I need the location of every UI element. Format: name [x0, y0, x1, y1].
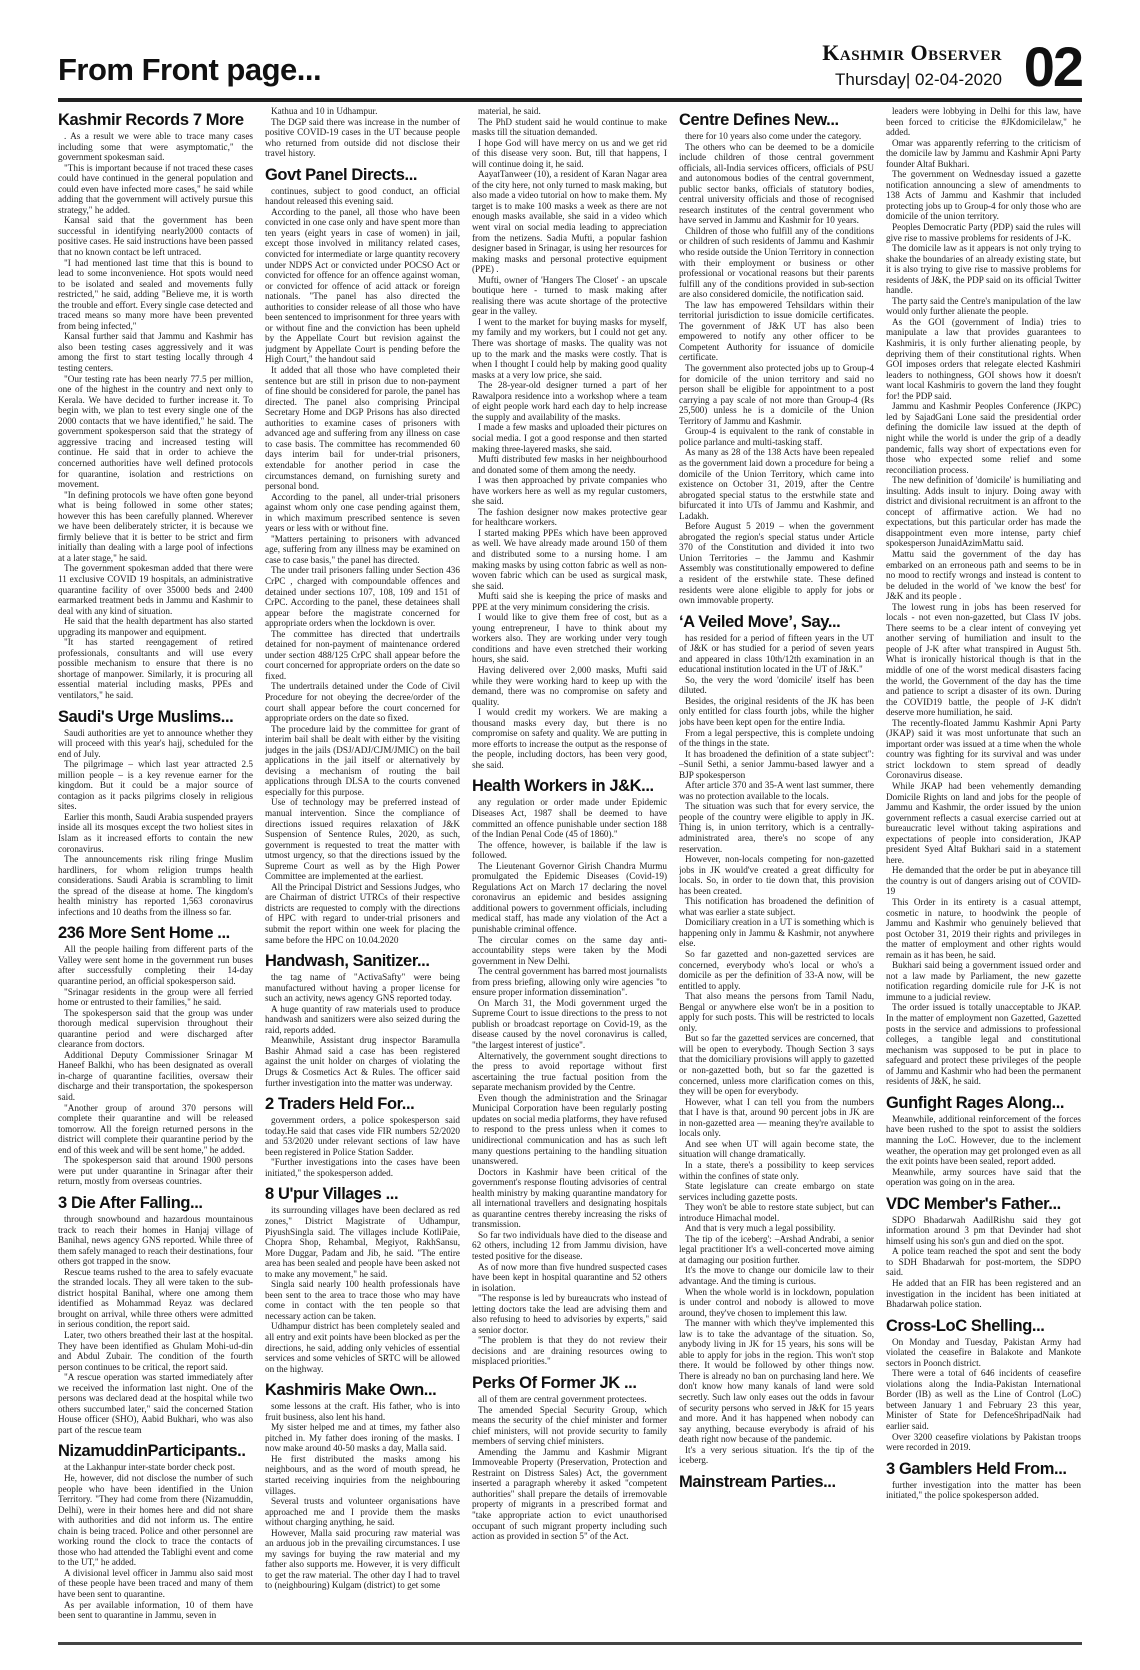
article-paragraph: material, he said. — [478, 106, 541, 116]
article — [679, 110, 874, 606]
article-paragraph: Group-4 is equivalent to the rank of constable in police parlance and multi-tasking staff. — [679, 426, 874, 447]
article-paragraph: Several trusts and volunteer organisations have approached me and I provide them the masks without charging anything, he said. — [265, 1496, 460, 1528]
article-paragraph: The order issued is totally unacceptable to JKAP. In the matter of employment non Gazetted, Gazetted posts in the service and admissions to professional colleges, a tangible legal and constitutional mechanism was supposed to be put in place to safeguard and protect these privileges of the people of Jammu and Kashmir who had been the permanent residents of J&K, he said. — [886, 1002, 1081, 1087]
article-paragraph: Use of technology may be preferred instead of manual intervention. Since the compliance of directions issued requires relaxation of J&K Suspension of Sentence Rules, 2020, as such, government is requested to treat the matter with utmost urgency, so that the directions issued by the Supreme Court as well as by the High Power Committee are implemented at the earliest. — [265, 797, 460, 882]
article-paragraph: AayatTanweer (10), a resident of Karan Nagar area of the city here, not only turned to mask making, but also made a video tutorial on how to make them. My target is to make 100 masks a week as there are not enough masks available, she said in a video which went viral on social media leading to appreciation from the netizens. Sadia Mufti, a popular fashion designer based in Srinagar, is using her resources for making masks and personal protective equipment (PPE) . — [472, 169, 667, 275]
article-paragraph: The DGP said there was increase in the number of positive COVID-19 cases in the UT because people who returned from outside did not disclose their travel history. — [265, 116, 460, 159]
article-paragraph: The pilgrimage – which last year attracted 2.5 million people – is a key revenue earner for the kingdom. But it could be a major source of contagion as it packs pilgrims closely in religious sites. — [58, 759, 253, 812]
column-3 — [472, 106, 667, 1638]
article-paragraph: "Matters pertaining to prisoners with advanced age, suffering from any illness may be examined on case to case basis," the panel has directed. — [265, 533, 460, 565]
article-headline[interactable]: Saudi's Urge Muslims... — [58, 707, 234, 726]
article-paragraph: "Another group of around 370 persons will complete their quarantine and will be released tomorrow. All the foreign returned persons in the district will complete their quarantine period by the end of this week and will be sent home," he added. — [58, 1102, 253, 1155]
article-paragraph: As per available information, 10 of them have been sent to quarantine in Jammu, seven in — [58, 1599, 253, 1621]
article-paragraph: any regulation or order made under Epidemic Diseases Act, 1987 shall be deemed to have committed an offence punishable under section 188 of the Indian Penal Code (45 of 1860)." — [472, 797, 667, 840]
article-paragraph: The Lieutenant Governor Girish Chandra Murmu promulgated the Epidemic Diseases (Covid-19) Regulations Act on March 17 declaring the novel coronavirus an epidemic and besides assigning additional powers to government officials, including medical staff, has made any violation of the Act a punishable criminal offence. — [472, 860, 667, 935]
article-paragraph: While JKAP had been vehemently demanding Domicile Rights on land and jobs for the people of Jammu and Kashmir, the order issued by the union government reflects a casual exercise carried out at bureaucratic level without taking aspirations and expectations of people into consideration, JKAP president Syed Altaf Bukhari said in a statement here. — [886, 781, 1081, 865]
article — [58, 1441, 253, 1620]
article — [886, 1459, 1081, 1501]
article-paragraph: I was then approached by private companies who have workers here as well as my regular customers, she said. — [472, 475, 667, 507]
article-paragraph: Saudi authorities are yet to announce whether they will proceed with this year's hajj, scheduled for the end of July. — [58, 727, 253, 759]
article-paragraph: They won't be able to restore state subject, but can introduce Himachal model. — [679, 1202, 874, 1223]
article-headline[interactable]: ‘A Veiled Move’, Say... — [679, 612, 841, 631]
article-paragraph: Singla said nearly 100 health professionals have been sent to the area to trace those who may have come in contact with the ten people so that necessary action can be taken. — [265, 1279, 460, 1321]
article-headline[interactable]: Kashmiris Make Own... — [265, 1381, 437, 1400]
article-paragraph: Mufti said she is keeping the price of masks and PPE at the very minimum considering the crisis. — [472, 591, 667, 612]
article-headline[interactable]: Perks Of Former JK ... — [472, 1373, 637, 1392]
article-paragraph: I would like to give them free of cost, but as a young entrepreneur, I have to think about my workers also. They are working under very tough conditions and have even stretched their working hours, she said. — [472, 612, 667, 665]
article-paragraph: The situation was such that for every service, the people of the country were eligible to apply in JK. Thing is, in union territory, which is a centrally-administrated area, there's no scope of any reservation. — [679, 801, 874, 854]
article-headline[interactable]: Gunfight Rages Along... — [886, 1093, 1065, 1112]
article-paragraph: That also means the persons from Tamil Nadu, Bengal or anywhere else won't be in a position to apply for such posts. This will be restricted to locals only. — [679, 991, 874, 1033]
article — [886, 106, 1081, 1087]
article-paragraph: The announcements risk riling fringe Muslim hardliners, for whom religion trumps health considerations. Saudi Arabia is scrambling to limit the spread of the disease at home. The kingdom's health ministry has reported 1,563 coronavirus infections and 10 deaths from the illness so far. — [58, 854, 253, 917]
article-paragraph: Peoples Democratic Party (PDP) said the rules will give rise to massive problems for residents of J-K. — [886, 222, 1081, 243]
column-5 — [886, 106, 1081, 1638]
article-paragraph: "Our testing rate has been nearly 77.5 per million, one of the highest in the country and next only to Kerala. We have decided to further increase it. To begin with, we plan to test every single one of the 2000 contacts that we have identified," he said. The government spokesperson said that the strategy of aggressive tracing and increased testing will continue. He said that in order to achieve the concerned authorities have well defined protocols for quarantine, isolation and restrictions on movement. — [58, 373, 253, 490]
article-paragraph: The spokesperson said that the group was under thorough medical supervision throughout their quarantine period and were discharged after clearance from doctors. — [58, 1007, 253, 1050]
article-paragraph: further investigation into the matter has been initiated," the police spokesperson added. — [886, 1479, 1081, 1501]
article-paragraph: Having delivered over 2,000 masks, Mufti said while they were working hard to keep up with the demand, there was no compromise on safety and quality. — [472, 664, 667, 707]
article-headline[interactable]: Govt Panel Directs... — [265, 165, 418, 184]
article-paragraph: Domiciliary creation in a UT is something which is happening only in Jammu & Kashmir, not anywhere else. — [679, 917, 874, 949]
article-paragraph: And see when UT will again become state, the situation will change dramatically. — [679, 1138, 874, 1160]
article-paragraph: The government on Wednesday issued a gazette notification announcing a slew of amendments to 138 Acts of Jammu and Kashmir that included protecting jobs up to Group-4 for only those who are domicile of the union territory. — [886, 169, 1081, 222]
article-paragraph: He first distributed the masks among his neighbours, and as the word of mouth spread, he started receiving inquiries from the neighbouring villages. — [265, 1453, 460, 1496]
article-paragraph: The 28-year-old designer turned a part of her Rawalpora residence into a workshop where a team of eight people work hard each day to help increase the supply and availability of the masks. — [472, 380, 667, 422]
article-paragraph: He added that an FIR has been registered and an investigation in the incident has been initiated at Bhadarwah police station. — [886, 1277, 1081, 1310]
article-headline[interactable]: Health Workers in J&K... — [472, 777, 654, 796]
article-paragraph: According to the panel, all under-trial prisoners against whom only one case pending against them, in which maximum prescribed sentence is seven years or less with or without fine. — [265, 491, 460, 534]
article — [472, 106, 667, 770]
page-number: 02 — [1023, 35, 1082, 98]
article-paragraph: The committee has directed that undertrails detained for non-payment of maintenance ordered under section 488/125 CrPC shall appear before the court concerned for appropriate orders on the date so fixed. — [265, 628, 460, 681]
article-paragraph: Mufti distributed few masks in her neighbourhood and donated some of them among the needy. — [472, 454, 667, 475]
article-paragraph: Even though the administration and the Srinagar Municipal Corporation have been regularly posting updates on social media platforms, they have refused to respond to the press unless when it comes to unidirectional communication and has as such left many questions pertaining to the handling situation unanswered. — [472, 1092, 667, 1167]
article-paragraph: its surrounding villages have been declared as red zones," District Magistrate of Udhampur, PiyushSingla said. The villages include KotliPaie, Chopra Shop, Rehambal, Megiyot, RakhSansu, More Duggar, Padam and Jib, he said. "The entire area has been sealed and people have been asked not to make any movement," he said. — [265, 1205, 460, 1279]
article-paragraph: The circular comes on the same day anti-accountability steps were taken by the Modi government in New Delhi. — [472, 934, 667, 966]
article-headline[interactable]: 8 U'pur Villages ... — [265, 1185, 399, 1204]
article-paragraph: As of now more than five hundred suspected cases have been kept in hospital quarantine and 52 others in isolation. — [472, 1261, 667, 1293]
article — [472, 776, 667, 1367]
article-paragraph: "The response is led by bureaucrats who instead of letting doctors take the lead are advising them and also refusing to heed to advisories by experts," said a senior doctor. — [472, 1293, 667, 1335]
article-paragraph: "I had mentioned last time that this is bound to lead to some inconvenience. Hot spots would need to be isolated and sealed and movements fully restricted," he said, adding "Believe me, it is worth the trouble and effort. Every single case detected and traced means so many more have been prevented from being infected," — [58, 257, 253, 331]
column-1 — [58, 106, 253, 1638]
article-paragraph: The offence, however, is bailable if the law is followed. — [472, 839, 667, 861]
article-paragraph: Mattu said the government of the day has embarked on an erroneous path and seems to be in no mood to rectify wrongs and instead is content to be deluded in the world of 'we know the best' for J&K and its people . — [886, 548, 1081, 602]
article-paragraph: Mufti, owner of 'Hangers The Closet' - an upscale boutique here - turned to mask making after realising there was acute shortage of the protective gear in the valley. — [472, 274, 667, 317]
article-paragraph: Besides, the original residents of the JK has been only entitled for class fourth jobs, while the higher jobs have been kept open for the entire India. — [679, 695, 874, 727]
article — [886, 1316, 1081, 1453]
article-paragraph: Meanwhile, army sources have said that the operation was going on in the area. — [886, 1166, 1081, 1188]
article-paragraph: When the whole world is in lockdown, population is under control and nobody is allowed to move around, they've chosen to implement this law. — [679, 1286, 874, 1318]
article — [58, 1193, 253, 1435]
article — [886, 1093, 1081, 1188]
article-paragraph: "It has started reengagement of retired professionals, consultants and will use every possible mechanism to ensure that there is no shortage of manpower. Similarly, it is procuring all essential material including masks, PPEs and ventilators," he said. — [58, 637, 253, 700]
article-paragraph: Kathua and 10 in Udhampur. — [271, 106, 378, 116]
section-title: From Front page... — [58, 52, 322, 87]
article-paragraph: I hope God will have mercy on us and we get rid of this disease very soon. But, till that happens, I will continue doing it, he said. — [472, 137, 667, 169]
article-paragraph: My sister helped me and at times, my father also pitched in. My father does ironing of the masks. I now make around 40-50 masks a day, Malla said. — [265, 1422, 460, 1454]
article-paragraph: All the Principal District and Sessions Judges, who are Chairman of district UTRCs of their respective districts are requested to comply with the directions of HPC with regard to under-trial prisoners and submit the report within one week for placing the same before the HPC on 10.04.2020 — [265, 881, 460, 945]
article-paragraph: I made a few masks and uploaded their pictures on social media. I got a good response and then started making three-layered masks, she said. — [472, 422, 667, 454]
article — [472, 1373, 667, 1542]
article-paragraph: "Srinagar residents in the group were all ferried home or entrusted to their families," he said. — [58, 986, 253, 1008]
article-paragraph: Omar was apparently referring to the criticism of the domicile law by Jammu and Kashmir Apni Party founder Altaf Bukhari. — [886, 137, 1081, 169]
article-paragraph: It added that all those who have completed their sentence but are still in prison due to non-payment of fine should be considered for parole, the panel has directed. The panel also comprising Principal Secretary Home and DGP Prisons has also directed authorities to examine cases of prisoners with advanced age and suffering from any illness on case to case basis. The committee has recommended 60 days interim bail for under-trial prisoners, extendable for another period in case the circumstances demand, on furnishing surety and personal bond. — [265, 365, 460, 492]
article-paragraph: Later, two others breathed their last at the hospital. They have been identified as Ghulam Mohi-ud-din and Abdul Zubair. The condition of the fourth person continues to be critical, the report said. — [58, 1329, 253, 1372]
article-columns — [58, 106, 1082, 1638]
article-paragraph: through snowbound and hazardous mountainous track to reach their homes in Hanjaj village of Banihal, news agency GNS reported. While three of them safely managed to reach their destinations, four others got trapped in the snow. — [58, 1213, 253, 1267]
article-paragraph: Earlier this month, Saudi Arabia suspended prayers inside all its mosques except the two holiest sites in Islam as it increased efforts to contain the new coronavirus. — [58, 811, 253, 854]
article-headline[interactable]: Cross-LoC Shelling... — [886, 1316, 1045, 1335]
article-paragraph: As the GOI (government of India) tries to manipulate a law that provides guarantees to Kashmiris, it is only further alienating people, by depriving them of their constitutional rights. When GOI imposes orders that relegate elected Kashmiri leaders to nothingness, GOI shows how it doesn't want local Kashmiris to govern the land they fought for! the PDP said. — [886, 316, 1081, 401]
article-paragraph: continues, subject to good conduct, an official handout released this evening said. — [265, 185, 460, 207]
article-paragraph: The party said the Centre's manipulation of the law would only further alienate the people. — [886, 295, 1081, 317]
article-paragraph: Doctors in Kashmir have been critical of the government's response flouting advisories of central health ministry by making quarantine mandatory for all international travellers and designating hospitals as quarantine centres thereby increasing the risks of transmission. — [472, 1166, 667, 1230]
article-paragraph: A huge quantity of raw materials used to produce handwash and sanitizers were also seized during the raid, reports added. — [265, 1003, 460, 1035]
article-paragraph: there for 10 years also come under the category. — [685, 131, 862, 141]
article-headline[interactable]: 236 More Sent Home ... — [58, 924, 230, 943]
article — [265, 951, 460, 1088]
article — [886, 1194, 1081, 1310]
article-paragraph: It has broadened the definition of a state subject": –Sunil Sethi, a senior Jammu-based lawyer and a BJP spokesperson — [679, 748, 874, 780]
article-headline[interactable]: Kashmir Records 7 More — [58, 111, 244, 129]
article-headline[interactable]: 3 Gamblers Held From... — [886, 1459, 1067, 1478]
publication-date: Thursday| 02-04-2020 — [835, 70, 1002, 89]
article-paragraph: So far two individuals have died to the disease and 62 others, including 12 from Jammu division, have tested positive for the disease. — [472, 1229, 667, 1261]
article-paragraph: On Monday and Tuesday, Pakistan Army had violated the ceasefire in Balakote and Mankote sectors in Poonch district. — [886, 1336, 1081, 1368]
article-paragraph: "The problem is that they do not review their decisions and are draining resources owing to misplaced priorities." — [472, 1335, 667, 1367]
article-headline[interactable]: 2 Traders Held For... — [265, 1095, 415, 1114]
article-paragraph: The PhD student said he would continue to make masks till the situation demanded. — [472, 116, 667, 138]
article-paragraph: Rescue teams rushed to the area to safely evacuate the stranded locals. They all were taken to the sub-district hospital Banihal, where one among them identified as Mohammad Reyaz was declared brought on arrival, while three others were admitted in serious condition, the report said. — [58, 1266, 253, 1330]
article-paragraph: Bukhari said being a government issued order and not a law made by Parliament, the new gazette notification regarding domicile rule for J-K is not immune to a judicial review. — [886, 960, 1081, 1002]
article-paragraph: the tag name of "ActivaSafty" were being manufactured without having a proper license for such an activity, news agency GNS reported today. — [265, 972, 460, 1004]
article — [58, 707, 253, 918]
article-paragraph: The undertrails detained under the Code of Civil Procedure for not obeying the decree/order of the court shall appear before the court concerned for appropriate orders on the date so fixed. — [265, 681, 460, 724]
article-paragraph: Kansal said that the government has been successful in identifying nearly2000 contacts of positive cases. He said instructions have been passed that no known contact be left untraced. — [58, 215, 253, 258]
article — [265, 165, 460, 945]
article-paragraph: On March 31, the Modi government urged the Supreme Court to issue directions to the press to not publish or broadcast reportage on Covid-19, as the disease caused by the novel coronavirus is called, "the largest interest of justice". — [472, 997, 667, 1051]
article-paragraph: "Further investigations into the cases have been initiated," the spokesperson added. — [265, 1157, 460, 1178]
article-paragraph: It's a very serious situation. It's the tip of the iceberg. — [679, 1444, 874, 1466]
article-paragraph: "A rescue operation was started immediately after we received the information last night. One of the persons was declared dead at the hospital while two others succumbed later," said the concerned Station House officer (SHO), Aabid Bukhari, who was also part of the rescue team — [58, 1372, 253, 1435]
article-paragraph: The law has empowered Tehsildars within their territorial jurisdiction to issue domicile certificates. The government of J&K UT has also been empowered to notify any other officer to be Competent Authority for issuance of domicile certificate. — [679, 299, 874, 363]
article-paragraph: There were a total of 646 incidents of ceasefire violations along the India-Pakistan International Border (IB) as well as the Line of Control (LoC) between January 1 and February 23 this year, Minister of State for DefenceShripadNaik had earlier said. — [886, 1368, 1081, 1431]
article-paragraph: According to the panel, all those who have been convicted in one case only and have spent more than ten years (eight years in case of women) in jail, except those involved in militancy related cases, convicted for intermediate or large quantity recovery under NDPS Act or convicted under POCSO Act or convicted for offence for an offence against woman, or convicted for offence of acid attack or foreign nationals. "The panel has also directed the authorities to consider release of all those who have been sentenced to imprisonment for three years with or without fine and the conviction has been upheld by the Appellate Court but revision against the judgment by Appellate Court is pending before the High Court," the handout said — [265, 206, 460, 365]
article-paragraph: The procedure laid by the committee for grant of interim bail shall be dealt with either by the visiting judges in the jails (DSJ/ADJ/CJM/JMIC) on the bail applications in the jail itself or alternatively by devising a mechanism of routing the bail applications through DLSA to the courts convened especially for this purpose. — [265, 723, 460, 797]
article-paragraph: So, the very the word 'domicile' itself has been diluted. — [679, 674, 874, 696]
article-paragraph: Alternatively, the government sought directions to the press to avoid reportage without first ascertaining the true factual position from the separate mechanism provided by the Centre. — [472, 1050, 667, 1093]
article-paragraph: The lowest rung in jobs has been reserved for locals - not even non-gazetted, but Class IV jobs. There seems to be a clear intent of conveying yet another serving of humiliation and insult to the people of J-K after what transpired in August 5th. What is ironically historical though is that in the middle of one of the worst medical disasters facing the world, the Government of the day has the time and patience to script a disaster of its own. During the COVID19 battle, the people of J-K didn't deserve more humiliation, he said. — [886, 601, 1081, 718]
article-paragraph: And that is very much a legal possibility. — [685, 1223, 836, 1234]
article-paragraph: After article 370 and 35-A went last summer, there was no protection available to the locals. — [679, 780, 874, 801]
article-paragraph: The central government has barred most journalists from press briefing, allowing only wire agencies "to ensure proper information dissemination". — [472, 966, 667, 998]
article-paragraph: Children of those who fulfill any of the conditions or children of such residents of Jammu and Kashmir who reside outside the Union Territory in connection with their employment or business or other professional or vocational reasons but their parents fulfill any of the conditions provided in sub-section are also considered domicile, the notification said. — [679, 225, 874, 300]
article-paragraph: Meanwhile, Assistant drug inspector Baramulla Bashir Ahmad said a case has been registered against the unit holder on charges of violating the Drugs & Cosmetics Act & Rules. The officer said further investigation into the matter was underway. — [265, 1035, 460, 1088]
article-paragraph: The fashion designer now makes protective gear for healthcare workers. — [472, 506, 667, 528]
article-paragraph: A police team reached the spot and sent the body to SDH Bhadarwah for post-mortem, the SDPO said. — [886, 1246, 1081, 1278]
article-paragraph: The government spokesman added that there were 11 exclusive COVID 19 hospitals, an administrative quarantine facility of over 35000 beds and 2400 earmarked treatment beds in Jammu and Kashmir to deal with any kind of situation. — [58, 563, 253, 616]
article-paragraph: government orders, a police spokesperson said today.He said that cases vide FIR numbers 52/2020 and 53/2020 under relevant sections of law have been registered in Police Station Sadder. — [265, 1115, 460, 1157]
article-paragraph: All the people hailing from different parts of the Valley were sent home in the government run buses after successfully completing their 14-day quarantine period, an official spokesperson said. — [58, 944, 253, 987]
article — [58, 110, 253, 701]
article-paragraph: But so far the gazetted services are concerned, that will be open to everybody. Though Section 3 says that the domiciliary provisions will apply to gazetted or non-gazetted both, but so far the gazetted is concerned, unless more clarification comes on this, they will be open for everybody. — [679, 1033, 874, 1097]
newspaper-name: Kashmir Observer — [822, 40, 1002, 65]
article-paragraph: The government also protected jobs up to Group-4 for domicile of the union territory and said no person shall be eligible for appointment to a post carrying a pay scale of not more than Group-4 (Rs 25,500) unless he is a domicile of the Union Territory of Jammu and Kashmir. — [679, 363, 874, 426]
article-headline[interactable]: 3 Die After Falling... — [58, 1193, 203, 1212]
article-paragraph: "In defining protocols we have often gone beyond what is being followed in some other states; however this has been carefully planned. Wherever we have been deliberately stricter, it is because we firmly believe that it is better to be strict and firm initially than dealing with a large pool of infections at a later stage," he said. — [58, 489, 253, 563]
article-paragraph: However, what I can tell you from the numbers that I have is that, around 90 percent jobs in JK are in non-gazetted area — meaning they're available to locals only. — [679, 1096, 874, 1139]
article-paragraph: The new definition of 'domicile' is humiliating and insulting. Adds insult to injury. Doing away with district and divisional recruitment is an affront to the concept of affirmative action. We had no expectations, but this particular order has made the disappointment even more intense, party chief spokesperson JunaidAzimMattu said. — [886, 475, 1081, 549]
article-paragraph: some lessons at the craft. His father, who is into fruit business, also lent his hand. — [265, 1401, 460, 1422]
article-paragraph: The under trail prisoners falling under Section 436 CrPC , charged with compoundable offences and detained under sections 107, 108, 109 and 151 of CrPC. According to the panel, these detainees shall appear before the magistrate concerned for appropriate orders when the lockdown is over. — [265, 565, 460, 629]
article-paragraph: The domicile law as it appears is not only trying to shake the boundaries of an already existing state, but it is also trying to give rise to massive problems for residents of J&K, the PDP said on its official Twitter handle. — [886, 243, 1081, 296]
article — [265, 1094, 460, 1178]
article-paragraph: However, non-locals competing for non-gazetted jobs in JK would've created a great difficulty for locals. So, in order to tie down that, this provision has been created. — [679, 854, 874, 896]
article-headline[interactable]: VDC Member's Father... — [886, 1194, 1061, 1213]
article-paragraph: He, however, did not disclose the number of such people who have been identified in the Union Territory. "They had come from there (Nizamuddin, Delhi), were in their homes here and did not share with authorities and did not inform us. The entire chain is being traced. Police and other personnel are working round the clock to trace the contacts of those who had attended the Tablighi event and come to the UT," he added. — [58, 1472, 253, 1568]
article-paragraph: He said that the health department has also started upgrading its manpower and equipment. — [58, 616, 253, 637]
article-paragraph: This notification has broadened the definition of what was earlier a state subject. — [679, 896, 874, 917]
article-paragraph: The manner with which they've implemented this law is to take the advantage of the situation. So, anybody living in JK for 15 years, his sons will be able to apply for jobs in the region. This won't stop there. It would be followed by other things now. There is already no ban on purchasing land here. We don't know how many kanals of land were sold secretly. Such law only eases out the odds in favour of security persons who served in J&K for 15 years and more. And it has happened when nobody can say anything, because everybody is afraid of his death right now because of the pandemic. — [679, 1318, 874, 1445]
article-paragraph: "This is important because if not traced these cases could have continued in the general population and could even have infected more cases," he said while adding that the government will actively pursue this strategy," he added. — [58, 162, 253, 215]
article-paragraph: From a legal perspective, this is complete undoing of the things in the state. — [679, 727, 874, 749]
article-headline[interactable]: Centre Defines New... — [679, 111, 839, 129]
header-rule — [58, 98, 1082, 102]
article-paragraph: SDPO Bhadarwah AadilRishu said they got information around 3 pm that Devinder had shot himself using his son's gun and died on the spot. — [886, 1214, 1081, 1246]
article-paragraph: I went to the market for buying masks for myself, my family and my workers, but I could not get any. There was shortage of masks. The quality was not up to the mark and the masks were costly. That is when I thought I could help by making good quality masks at a very low price, she said. — [472, 316, 667, 380]
article-paragraph: The others who can be deemed to be a domicile include children of those central government officials, all-India services officers, officials of PSU and autonomous bodies of the central government, public sector banks, officials of statutory bodies, central university officials and those of recognised research institutes of the central government who have served in Jammu and Kashmir for 10 years. — [679, 141, 874, 226]
article-headline[interactable]: Handwash, Sanitizer... — [265, 952, 430, 971]
article-paragraph: Amending the Jammu and Kashmir Migrant Immoveable Property (Preservation, Protection and Restraint on Distress Sales) Act, the government inserted a paragraph whereby it asked "competent authorities" shall prepare the details of irremovable property of migrants in a prescribed format and "take appropriate action to evict unauthorised occupant of such migrant property including such action as provided in section 5" of the Act. — [472, 1446, 667, 1542]
article-paragraph: Over 3200 ceasefire violations by Pakistan troops were recorded in 2019. — [886, 1431, 1081, 1453]
article-paragraph: I started making PPEs which have been approved as well. We have already made around 150 of them and distributed some to a nursing home. I am making masks by using cotton fabric as well as non-woven fabric which can be used as surgical mask, she said. — [472, 527, 667, 591]
article-paragraph: However, Malla said procuring raw material was an arduous job in the prevailing circumstances. I use my savings for buying the raw material and my father also supports me. However, it is very difficult to get the raw material. The other day I had to travel to (neighbouring) Kulgam (district) to get some — [265, 1527, 460, 1591]
article-paragraph: leaders were lobbying in Delhi for this law, have been forced to criticise the #JKdomicilelaw," he added. — [886, 106, 1081, 138]
article — [265, 1380, 460, 1591]
column-4 — [679, 106, 874, 1638]
article-paragraph: In a state, there's a possibility to keep services within the confines of state only. — [679, 1159, 874, 1181]
article-paragraph: This Order in its entirety is a casual attempt, cosmetic in nature, to hoodwink the people of Jammu and Kashmir who genuinely believed that post October 31, 2019 their rights and privileges in the matter of employment and other rights would remain as it has been, he said. — [886, 897, 1081, 960]
article-paragraph: State legislature can create embargo on state services including gazette posts. — [679, 1181, 874, 1202]
article-paragraph: Before August 5 2019 – when the government abrogated the region's special status under Article 370 of the Constitution and divided it into two Union Territories – the Jammu and Kashmir Assembly was constitutionally empowered to define a resident of the erstwhile state. These defined residents were alone eligible to apply for jobs or own immovable property. — [679, 521, 874, 606]
column-2 — [265, 106, 460, 1638]
article-paragraph: The recently-floated Jammu Kashmir Apni Party (JKAP) said it was most unfortunate that such an important order was issued at a time when the whole country was fighting for its survival and was under strict lockdown to stem spread of deadly Coronavirus disease. — [886, 717, 1081, 781]
article-paragraph: I would credit my workers. We are making a thousand masks every day, but there is no compromise on safety and quality. We are putting in more efforts to increase the output as the response of the people, including doctors, has been very good, she said. — [472, 707, 667, 770]
article-paragraph: Kansal further said that Jammu and Kashmir has also been testing cases aggressively and it was among the first to start testing locally through 4 testing centers. — [58, 331, 253, 374]
article-paragraph: So far gazetted and non-gazetted services are concerned, everybody who's local or who's a domicile as per the definition of 33-A now, will be entitled to apply. — [679, 949, 874, 991]
article-paragraph: . As a result we were able to trace many cases including some that were asymptomatic," the government spokesman said. — [58, 131, 253, 163]
article-paragraph: It's the move to change our domicile law to their advantage. And the timing is curious. — [679, 1265, 874, 1286]
article-paragraph: has resided for a period of fifteen years in the UT of J&K or has studied for a period of seven years and appeared in class 10th/12th examination in an educational institution located in the UT of J&K." — [679, 632, 874, 675]
article-paragraph: Meanwhile, additional reinforcement of the forces have been rushed to the spot to assist the soldiers manning the LoC. However, due to the inclement weather, the operation may get prolonged even as all the exit points have been sealed, report added. — [886, 1113, 1081, 1167]
article-paragraph: at the Lakhanpur inter-state border check post. — [64, 1462, 235, 1473]
article-paragraph: As many as 28 of the 138 Acts have been repealed as the government laid down a procedure for being a domicile of the Union Territory, which came into existence on October 31, 2019, after the Centre abrogated special status to the erstwhile state and bifurcated it into UTs of Jammu and Kashmir, and Ladakh. — [679, 447, 874, 521]
article-headline[interactable]: NizamuddinParticipants.. — [58, 1442, 246, 1461]
article — [265, 1184, 460, 1374]
article-paragraph: The amended Special Security Group, which means the security of the chief minister and former chief ministers, will not provide security to family members of serving chief ministers. — [472, 1404, 667, 1447]
article-headline[interactable]: Mainstream Parties... — [679, 1472, 836, 1491]
footer-rule — [58, 1642, 1082, 1645]
article-paragraph: all of them are central government protectees. — [478, 1393, 647, 1404]
article — [58, 923, 253, 1187]
article-paragraph: He demanded that the order be put in abeyance till the country is out of dangers arising out of COVID-19 — [886, 865, 1081, 897]
article-paragraph: Additional Deputy Commissioner Srinagar M Haneef Balkhi, who has been designated as overall in-charge of quarantine facilities, oversaw their discharge and their transportation, the spokesperson said. — [58, 1049, 253, 1103]
article-paragraph: The tip of the iceberg': –Arshad Andrabi, a senior legal practitioner It's a well-concerted move aiming at damaging our position further. — [679, 1233, 874, 1265]
article — [265, 106, 460, 159]
article-paragraph: Udhampur district has been completely sealed and all entry and exit points have been blocked as per the directions, he said, adding only vehicles of essential services and some vehicles of SRTC will be allowed on the highway. — [265, 1321, 460, 1374]
article — [679, 612, 874, 1466]
article-paragraph: The spokesperson said that around 1900 persons were put under quarantine in Srinagar after their return, mostly from overseas countries. — [58, 1155, 253, 1187]
article-paragraph: A divisional level officer in Jammu also said most of these people have been traced and many of them have been sent to quarantine. — [58, 1567, 253, 1599]
article — [679, 1472, 874, 1492]
article-paragraph: Jammu and Kashmir Peoples Conference (JKPC) led by SajadGani Lone said the presidential order defining the domicile law issued at the depth of night while the world is under the grip of a deadly pandemic, falls way short of expectations even for those who expected some relief and some reconciliation process. — [886, 401, 1081, 475]
